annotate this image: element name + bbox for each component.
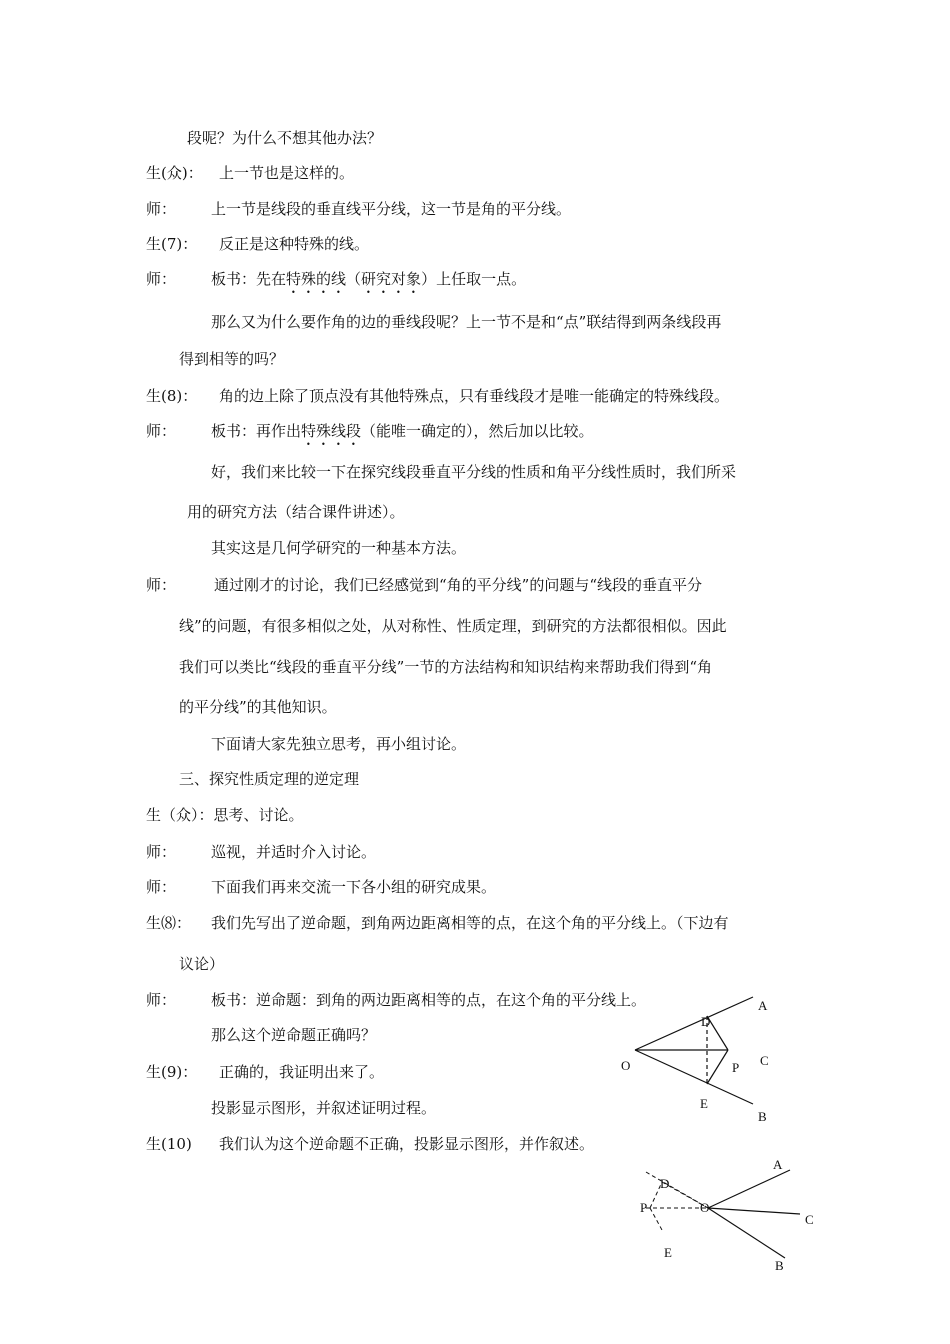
board-text: ）上任取一点。 — [421, 270, 527, 288]
line-text: 我们可以类比“线段的垂直平分线”一节的方法结构和知识结构来帮助我们得到“角 — [179, 658, 713, 676]
line-text: 那么又为什么要作角的边的垂线段呢？上一节不是和“点”联结得到两条线段再 — [211, 313, 722, 331]
ray-OA — [708, 1170, 790, 1208]
line-text: 的平分线”的其他知识。 — [179, 698, 337, 716]
speaker-label: 师： — [146, 843, 177, 861]
line-text: 线”的问题，有很多相似之处，从对称性、性质定理，到研究的方法都很相似。因此 — [179, 617, 727, 635]
label-C: C — [760, 1053, 769, 1068]
ray-OC — [708, 1208, 800, 1214]
ray-OB — [635, 1050, 753, 1104]
line-text: 下面我们再来交流一下各小组的研究成果。 — [211, 878, 497, 896]
speaker-label: 师： — [146, 991, 177, 1009]
label-D: D — [701, 1014, 711, 1029]
speaker-label: 生(9)： — [146, 1063, 198, 1081]
line-text: 得到相等的吗？ — [179, 350, 285, 368]
speaker-label: 师： — [146, 878, 177, 896]
board-text: （ — [346, 270, 362, 288]
line-text — [211, 269, 526, 297]
line-text: 其实这是几何学研究的一种基本方法。 — [211, 539, 467, 557]
emphasis-text: 特殊线段 — [301, 422, 362, 440]
dashed-PE — [650, 1208, 662, 1230]
emphasis-text: 研究对象 — [361, 270, 422, 288]
emphasis-text: 特殊的线 — [286, 270, 347, 288]
board-text: 板书：先在 — [211, 270, 287, 288]
line-text: 用的研究方法（结合课件讲述）。 — [187, 503, 405, 521]
line-text: 上一节也是这样的。 — [219, 164, 355, 182]
line-text: 角的边上除了顶点没有其他特殊点，只有垂线段才是唯一能确定的特殊线段。 — [219, 387, 730, 405]
ray-OA — [635, 997, 753, 1050]
line-text: 正确的，我证明出来了。 — [219, 1063, 385, 1081]
speaker-label: 师： — [146, 200, 177, 218]
line-text: 巡视，并适时介入讨论。 — [211, 843, 377, 861]
label-A: A — [758, 998, 768, 1013]
label-P: P — [732, 1060, 740, 1075]
speaker-label: 师： — [146, 422, 177, 440]
line-text: 通过刚才的讨论，我们已经感觉到“角的平分线”的问题与“线段的垂直平分 — [214, 576, 703, 594]
board-text: （能唯一确定的），然后加以比较。 — [361, 422, 594, 440]
line-text: 上一节是线段的垂直线平分线，这一节是角的平分线。 — [211, 200, 572, 218]
label-E: E — [664, 1245, 672, 1260]
speaker-label: 生⑻： — [146, 914, 192, 932]
speaker-label: 生(10) — [146, 1135, 192, 1153]
board-text: 板书：再作出 — [211, 422, 302, 440]
label-D: D — [660, 1176, 670, 1191]
line-text: 板书：逆命题：到角的两边距离相等的点，在这个角的平分线上。 — [211, 991, 647, 1009]
label-E: E — [700, 1096, 708, 1111]
label-B: B — [758, 1109, 767, 1124]
line-text: 三、探究性质定理的逆定理 — [179, 770, 360, 788]
line-text: 下面请大家先独立思考，再小组讨论。 — [211, 735, 467, 753]
speaker-label: 生(8)： — [146, 387, 198, 405]
segment-PE — [707, 1050, 728, 1084]
label-O: O — [621, 1058, 631, 1073]
ray-OB — [708, 1208, 785, 1258]
line-text: 段呢？为什么不想其他办法？ — [187, 129, 383, 147]
speaker-label: 生(众)： — [146, 164, 203, 182]
line-text — [211, 421, 594, 449]
line-text: 议论） — [179, 955, 225, 973]
figure-angle-bisector-2 — [630, 1150, 830, 1280]
label-O: O — [700, 1200, 710, 1215]
line-text: 投影显示图形，并叙述证明过程。 — [211, 1099, 437, 1117]
label-C: C — [805, 1212, 814, 1227]
line-text: 我们认为这个逆命题不正确，投影显示图形，并作叙述。 — [219, 1135, 595, 1153]
label-A: A — [773, 1157, 783, 1172]
figure-angle-bisector-1 — [610, 985, 790, 1130]
speaker-label: 生(7)： — [146, 235, 198, 253]
line-text: 我们先写出了逆命题，到角两边距离相等的点，在这个角的平分线上。（下边有 — [211, 914, 729, 932]
line-text: 那么这个逆命题正确吗？ — [211, 1026, 377, 1044]
speaker-label: 师： — [146, 270, 177, 288]
speaker-label: 生（众）：思考、讨论。 — [146, 806, 304, 824]
label-P: P — [640, 1200, 648, 1215]
line-text: 好，我们来比较一下在探究线段垂直平分线的性质和角平分线性质时，我们所采 — [211, 463, 737, 481]
line-text: 反正是这种特殊的线。 — [219, 235, 370, 253]
speaker-label: 师： — [146, 576, 177, 594]
label-B: B — [775, 1258, 784, 1273]
